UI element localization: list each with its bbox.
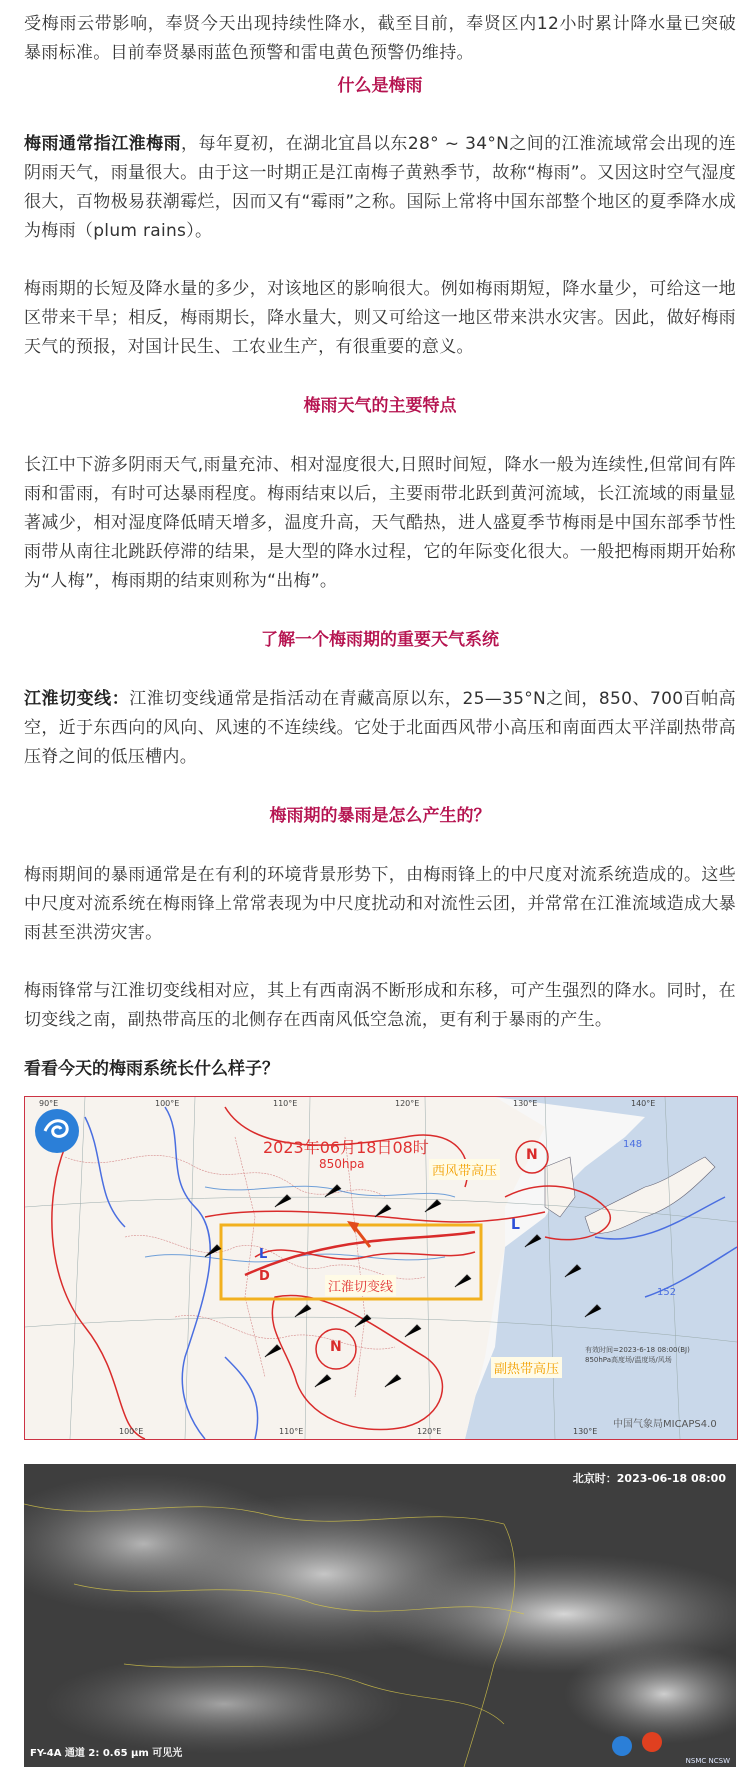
intro-paragraph: 受梅雨云带影响，奉贤今天出现持续性降水，截至目前，奉贤区内12小时累计降水量已突破暴雨标准。目前奉贤暴雨蓝色预警和雷电黄色预警仍维持。 [24, 14, 736, 63]
paragraph-meiyu-definition [24, 130, 736, 246]
section-title-features: 梅雨天气的主要特点 [303, 396, 457, 416]
satellite-channel-label: FY-4A 通道 2: 0.65 μm 可见光 [30, 1748, 183, 1759]
label-subtropical-high: 副热带高压 [491, 1357, 562, 1378]
marker-d: D [259, 1269, 270, 1284]
contour-label-148: 148 [623, 1139, 643, 1150]
label-westerly-high: 西风带高压 [429, 1159, 500, 1180]
map-info-line1: 有效时间=2023-6-18 08:00(BJ) [585, 1346, 690, 1354]
lon-label-top-2: 110°E [273, 1099, 298, 1108]
label-shear-line: 江淮切变线 [325, 1275, 396, 1296]
satellite-svg [24, 1464, 736, 1767]
lon-label-top-4: 130°E [513, 1099, 538, 1108]
article-body [24, 10, 736, 1084]
lon-label-top-5: 140°E [631, 1099, 656, 1108]
map-info-line2: 850hPa高度场/温度场/风场 [585, 1356, 672, 1364]
paragraph-meiyu-impact: 梅雨期的长短及降水量的多少，对该地区的影响很大。例如梅雨期短，降水量少，可给这一地区带来干旱；相反，梅雨期长，降水量大，则又可给这一地区带来洪水灾害。因此，做好梅雨天气的预报，对国计民生、工农业生产，有很重要的意义。 [24, 279, 736, 357]
marker-high-north: N [526, 1147, 538, 1163]
marker-high-south: N [330, 1339, 342, 1355]
lon-label-bottom-120: 120°E [417, 1427, 442, 1436]
lon-label-bottom-110: 110°E [279, 1427, 304, 1436]
satellite-time-label: 北京时：2023-06-18 08:00 [572, 1472, 726, 1485]
weather-map [24, 1096, 738, 1440]
marker-low-west: L [259, 1247, 268, 1262]
cloud-mass-south [44, 1654, 404, 1754]
lon-label-top-1: 100°E [155, 1099, 180, 1108]
paragraph-features: 长江中下游多阴雨天气,雨量充沛、相对湿度很大,日照时间短，降水一般为连续性,但常间有阵雨和雷雨，有时可达暴雨程度。梅雨结束以后，主要雨带北跃到黄河流域，长江流域的雨量显著减少，相对湿度降低晴天增多，温度升高，天气酷热，进人盛夏季节梅雨是中国东部季节性雨带从南往北跳跃停滞的结果，是大型的降水过程，它的年际变化很大。一般把梅雨期开始称为“人梅”，梅雨期的结束则称为“出梅”。 [24, 455, 736, 591]
lon-label-bottom-130: 130°E [573, 1427, 598, 1436]
paragraph-shear-line [24, 685, 736, 772]
nsmc-logo [612, 1736, 632, 1756]
map-datetime: 2023年06月18日08时 [263, 1138, 429, 1157]
cma-logo [35, 1109, 79, 1153]
section-title-weather-system: 了解一个梅雨期的重要天气系统 [261, 630, 499, 650]
ncsw-logo [642, 1732, 662, 1752]
paragraph-rainstorm-jet: 梅雨锋常与江淮切变线相对应，其上有西南涡不断形成和东移，可产生强烈的降水。同时，在切变线之南，副热带高压的北侧存在西南风低空急流，更有利于暴雨的产生。 [24, 981, 736, 1030]
lon-label-top-0: 90°E [39, 1099, 59, 1108]
map-level: 850hpa [319, 1157, 365, 1171]
section-title-today-system: 看看今天的梅雨系统长什么样子？ [24, 1059, 279, 1079]
section-title-rainstorm: 梅雨期的暴雨是怎么产生的？ [269, 806, 491, 826]
paragraph-rainstorm-cause: 梅雨期间的暴雨通常是在有利的环境背景形势下，由梅雨锋上的中尺度对流系统造成的。这些中尺度对流系统在梅雨锋上常常表现为中尺度扰动和对流性云团，并常常在江淮流域造成大暴雨甚至洪涝灾害。 [24, 865, 736, 943]
satellite-logo-text: NSMC NCSW [685, 1757, 730, 1765]
map-footer-source: 中国气象局MICAPS4.0 [613, 1419, 717, 1430]
shear-line-text: 江淮切变线通常是指活动在青藏高原以东，25—35°N之间，850、700百帕高空，近于东西向的风向、风速的不连续线。它处于北面西风带小高压和南面西太平洋副热带高压脊之间的低压槽内。 [24, 689, 736, 767]
lon-label-top-3: 120°E [395, 1099, 420, 1108]
section-title-what-is-meiyu: 什么是梅雨 [337, 76, 423, 96]
lon-label-bottom-100: 100°E [119, 1427, 144, 1436]
meiyu-definition-text: ，每年夏初，在湖北宜昌以东28° ~ 34°N之间的江淮流域常会出现的连阴雨天气，雨量很大。由于这一时期正是江南梅子黄熟季节，故称“梅雨”。又因这时空气湿度很大，百物极易获潮霉烂，因而又有“霉雨”之称。国际上常将中国东部整个地区的夏季降水成为梅雨（plum rains）。 [24, 134, 736, 241]
satellite-image [24, 1464, 736, 1767]
contour-label-152: 152 [657, 1287, 677, 1298]
meiyu-definition-bold: 梅雨通常指江淮梅雨 [24, 134, 182, 154]
shear-line-bold: 江淮切变线： [24, 689, 130, 709]
marker-low-east: L [511, 1217, 520, 1233]
